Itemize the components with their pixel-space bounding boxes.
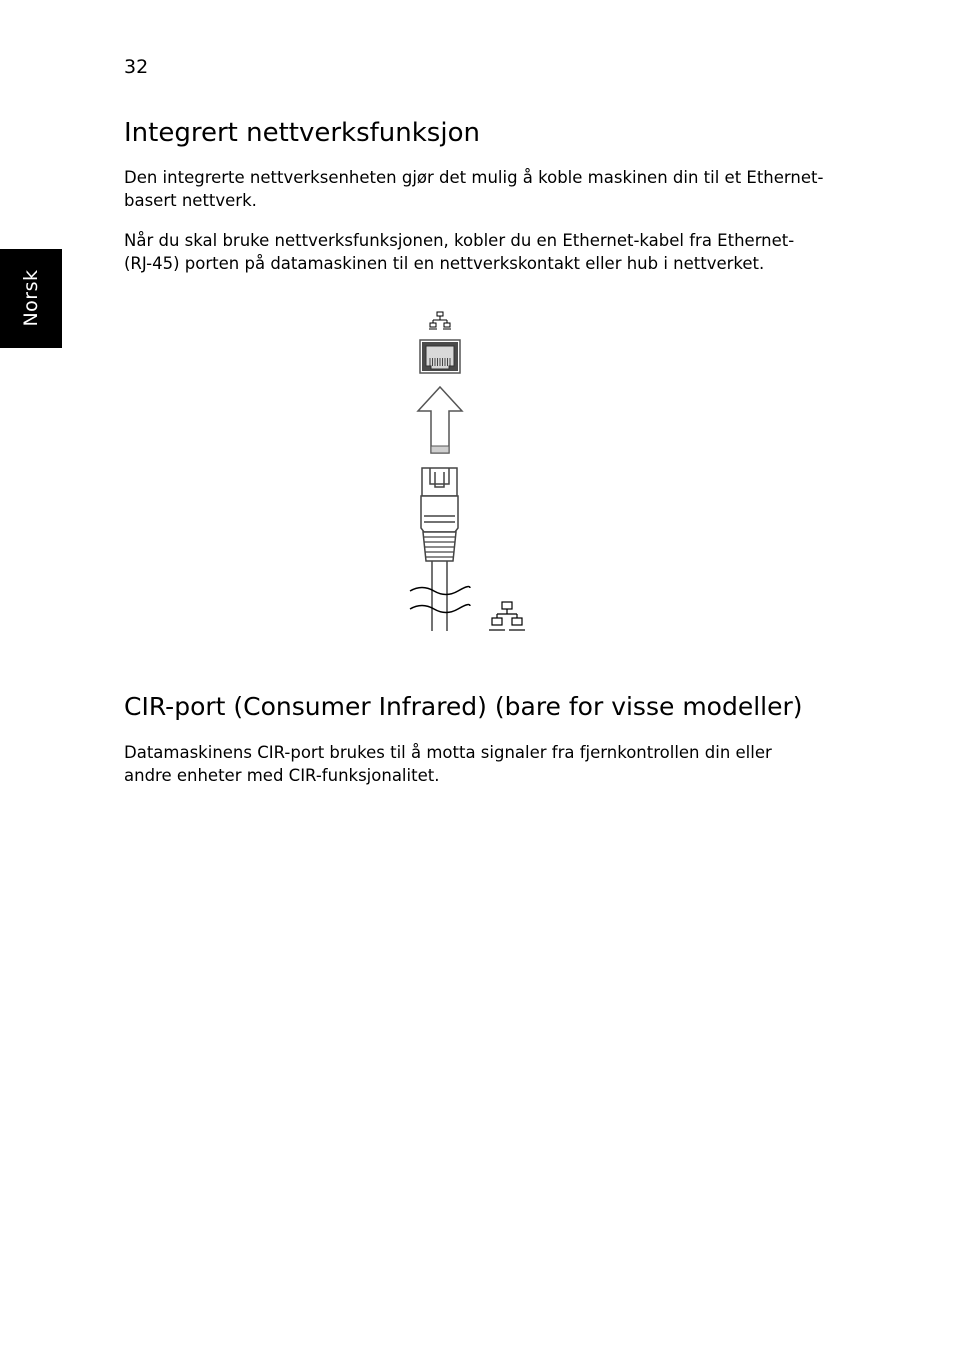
page-number: 32: [124, 56, 149, 78]
arrow-up-icon: [418, 387, 462, 453]
paragraph-network-intro: Den integrerte nettverksenheten gjør det mulig å koble maskinen din til et Ethernet-basert nettverk.: [124, 168, 824, 210]
network-icon: [429, 312, 451, 329]
language-tab-label: Norsk: [20, 269, 42, 327]
ethernet-illustration: [400, 306, 540, 636]
section-title-cir-port: CIR-port (Consumer Infrared) (bare for visse modeller): [124, 692, 803, 721]
paragraph-cir-port: Datamaskinens CIR-port brukes til å motta signaler fra fjernkontrollen din eller andre enheter med CIR-funksjonalitet.: [124, 743, 772, 785]
rj45-port-icon: [420, 340, 460, 373]
cable-break-lines: [410, 587, 470, 613]
section-title-network: Integrert nettverksfunksjon: [124, 118, 480, 148]
paragraph-network-usage: Når du skal bruke nettverksfunksjonen, kobler du en Ethernet-kabel fra Ethernet- (RJ-45) porten på datamaskinen til en nettverkskontakt eller hub i nettverket.: [124, 231, 795, 273]
network-icon: [489, 602, 525, 630]
language-tab: [0, 249, 62, 348]
ethernet-connection-figure: [400, 306, 540, 636]
